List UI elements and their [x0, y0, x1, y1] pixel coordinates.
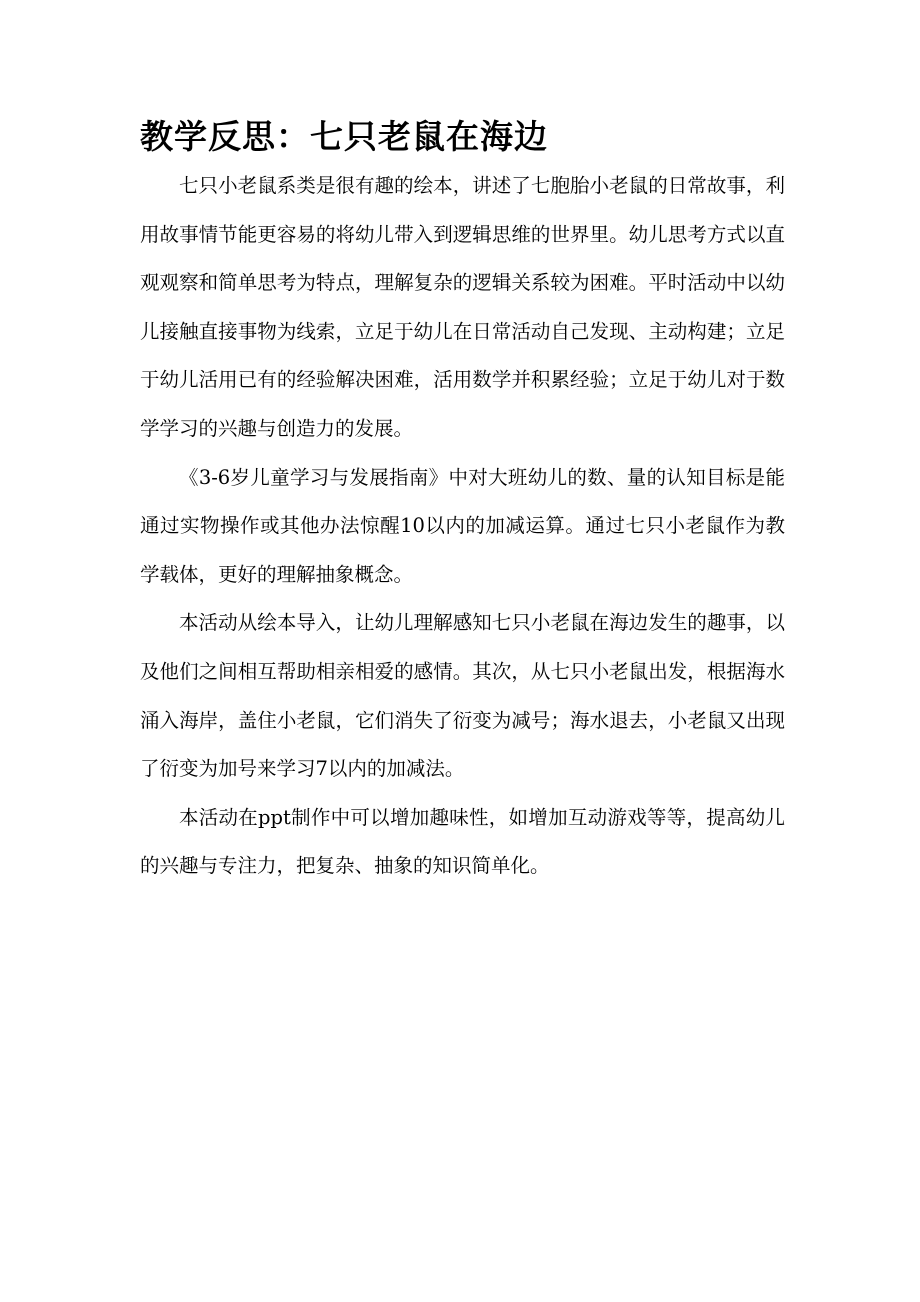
- paragraph-4: 本活动在ppt制作中可以增加趣味性，如增加互动游戏等等，提高幼儿的兴趣与专注力，把复杂、抽象的知识简单化。: [140, 805, 785, 878]
- document-title: 教学反思：七只老鼠在海边: [140, 117, 548, 156]
- paragraph-1: 七只小老鼠系类是很有趣的绘本，讲述了七胞胎小老鼠的日常故事，利用故事情节能更容易的将幼儿带入到逻辑思维的世界里。幼儿思考方式以直观观察和简单思考为特点，理解复杂的逻辑关系较为困难。平时活动中以幼儿接触直接事物为线索，立足于幼儿在日常活动自己发现、主动构建；立足于幼儿活用已有的经验解决困难，活用数学并积累经验；立足于幼儿对于数学学习的兴趣与创造力的发展。: [140, 174, 785, 440]
- paragraph-2: 《3-6岁儿童学习与发展指南》中对大班幼儿的数、量的认知目标是能通过实物操作或其他办法惊醒10以内的加减运算。通过七只小老鼠作为教学载体，更好的理解抽象概念。: [140, 465, 785, 586]
- document-body: [140, 112, 785, 891]
- paragraph-3: 本活动从绘本导入，让幼儿理解感知七只小老鼠在海边发生的趣事，以及他们之间相互帮助相亲相爱的感情。其次，从七只小老鼠出发，根据海水涌入海岸，盖住小老鼠，它们消失了衍变为减号；海水退去，小老鼠又出现了衍变为加号来学习7以内的加减法。: [140, 611, 785, 781]
